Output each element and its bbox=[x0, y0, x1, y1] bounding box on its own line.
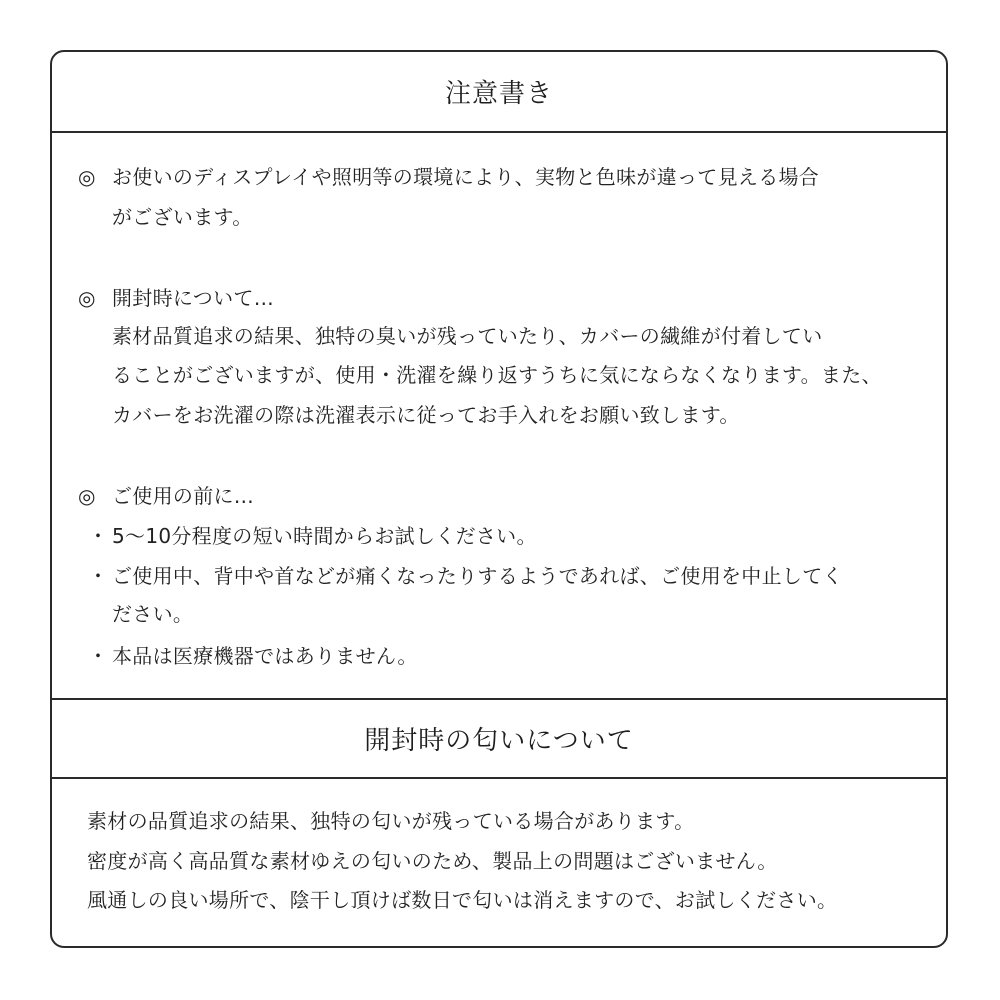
notice-card bbox=[50, 50, 948, 948]
odor-line-2: 密度が高く高品質な素材ゆえの匂いのため、製品上の問題はございません。 bbox=[87, 849, 778, 873]
double-circle-icon: ◎ bbox=[78, 165, 96, 189]
opening-body-line-1: 素材品質追求の結果、独特の臭いが残っていたり、カバーの繊維が付着してい bbox=[112, 324, 823, 348]
opening-body-line-2: ることがございますが、使用・洗濯を繰り返すうちに気にならなくなります。また、 bbox=[112, 363, 882, 387]
caution-title: 注意書き bbox=[52, 52, 946, 133]
odor-title: 開封時の匂いについて bbox=[52, 698, 946, 779]
opening-heading: 開封時について… bbox=[112, 286, 274, 310]
bullet-dot-icon: ・ bbox=[88, 524, 108, 548]
bullet-dot-icon: ・ bbox=[88, 564, 108, 588]
bullet-dot-icon: ・ bbox=[88, 644, 108, 668]
before-use-heading: ご使用の前に… bbox=[112, 484, 255, 508]
display-note-line-2: がございます。 bbox=[112, 205, 253, 229]
before-use-item-1: 5～10分程度の短い時間からお試しください。 bbox=[112, 524, 537, 548]
odor-line-3: 風通しの良い場所で、陰干し頂けば数日で匂いは消えますので、お試しください。 bbox=[87, 888, 838, 912]
double-circle-icon: ◎ bbox=[78, 286, 96, 310]
before-use-item-3: 本品は医療機器ではありません。 bbox=[112, 644, 418, 668]
before-use-item-2-line-2: ださい。 bbox=[112, 602, 194, 626]
double-circle-icon: ◎ bbox=[78, 484, 96, 508]
odor-line-1: 素材の品質追求の結果、独特の匂いが残っている場合があります。 bbox=[87, 809, 695, 833]
display-note-line-1: お使いのディスプレイや照明等の環境により、実物と色味が違って見える場合 bbox=[112, 165, 820, 189]
before-use-item-2-line-1: ご使用中、背中や首などが痛くなったりするようであれば、ご使用を中止してく bbox=[112, 564, 843, 588]
opening-body-line-3: カバーをお洗濯の際は洗濯表示に従ってお手入れをお願い致します。 bbox=[112, 403, 740, 427]
